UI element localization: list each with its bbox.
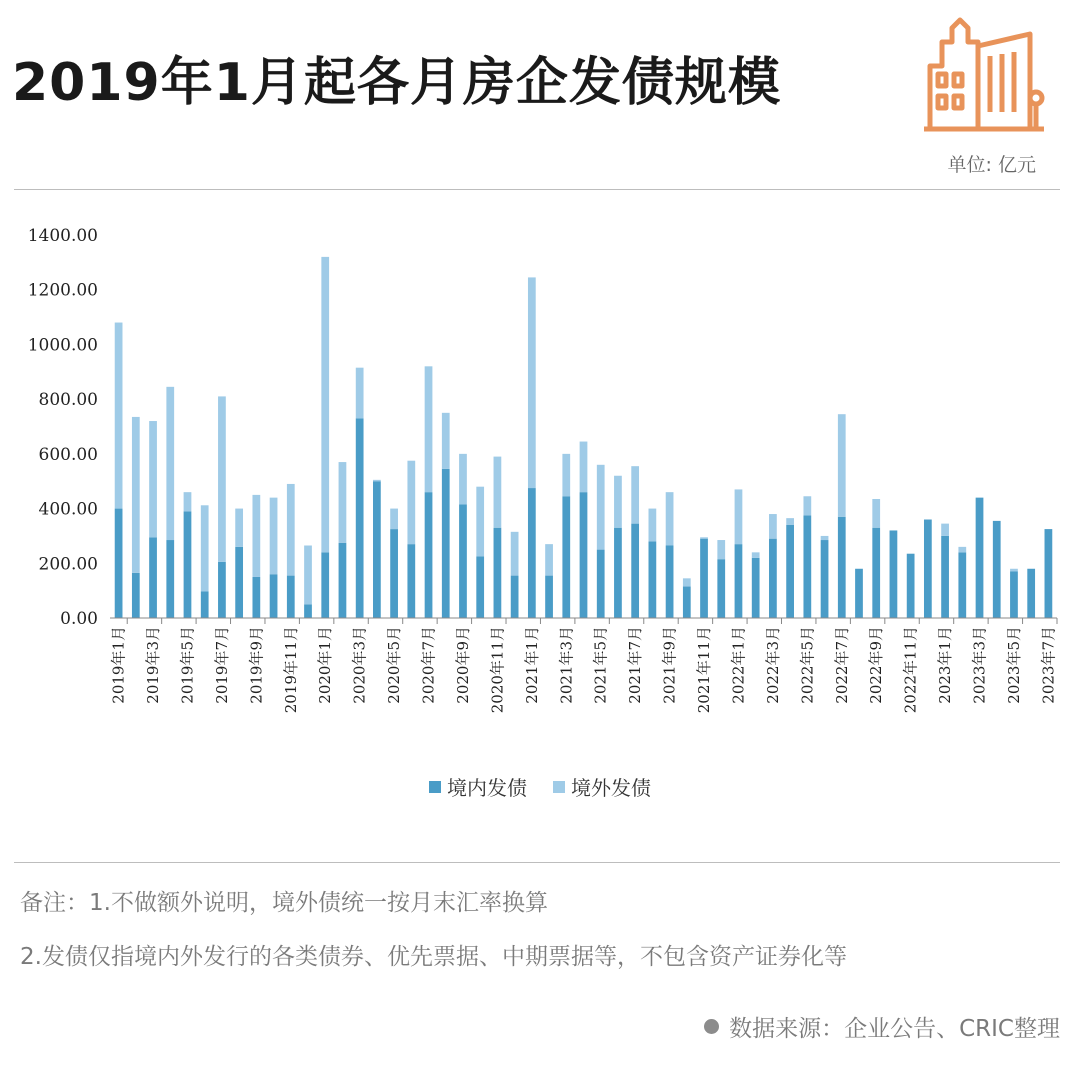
bar-domestic [511, 576, 519, 618]
bar-domestic [304, 604, 312, 618]
bar-domestic [631, 524, 639, 618]
bar-domestic [941, 536, 949, 618]
x-tick-label: 2023年7月 [1039, 626, 1058, 704]
bar-overseas [821, 536, 829, 540]
bar-domestic [803, 515, 811, 618]
bar-domestic [390, 529, 398, 618]
bar-overseas [545, 544, 553, 575]
bar-chart [0, 200, 1080, 770]
bar-overseas [356, 368, 364, 419]
bar-domestic [855, 569, 863, 618]
bar-domestic [769, 539, 777, 618]
bar-domestic [700, 539, 708, 618]
bar-overseas [562, 454, 570, 496]
note-line-1: 备注：1.不做额外说明，境外债统一按月末汇率换算 [20, 890, 548, 916]
y-tick-label: 400.00 [38, 499, 98, 520]
x-tick-label: 2022年7月 [832, 626, 851, 704]
bar-overseas [528, 277, 536, 488]
source [704, 1010, 1060, 1043]
x-tick-label: 2019年11月 [281, 626, 300, 714]
bar-overseas [304, 546, 312, 605]
bar-domestic [459, 504, 467, 618]
bar-overseas [184, 492, 192, 511]
bar-overseas [132, 417, 140, 573]
bar-domestic [201, 591, 209, 618]
bar-domestic [235, 547, 243, 618]
y-tick-label: 200.00 [38, 554, 98, 575]
bar-overseas [631, 466, 639, 523]
bar-domestic [356, 418, 364, 618]
bar-domestic [321, 552, 329, 618]
x-tick-label: 2019年5月 [178, 626, 197, 704]
bar-overseas [597, 465, 605, 550]
x-tick-label: 2020年1月 [316, 626, 335, 704]
bar-domestic [115, 509, 123, 618]
x-tick-label: 2019年9月 [247, 626, 266, 704]
bar-domestic [924, 520, 932, 618]
x-tick-label: 2019年7月 [212, 626, 231, 704]
y-tick-label: 1200.00 [27, 280, 98, 301]
page-title: 2019年1月起各月房企发债规模 [12, 53, 781, 113]
bar-domestic [425, 492, 433, 618]
bar-overseas [494, 457, 502, 528]
bar-domestic [287, 576, 295, 618]
legend-label-domestic: 境内发债 [447, 776, 527, 800]
legend-item-domestic [429, 772, 527, 801]
bar-overseas [390, 509, 398, 530]
bar-overseas [803, 496, 811, 515]
bar-domestic [218, 562, 226, 618]
bar-overseas [442, 413, 450, 469]
bar-overseas [287, 484, 295, 576]
bar-domestic [735, 544, 743, 618]
x-tick-label: 2023年3月 [970, 626, 989, 704]
bar-domestic [614, 528, 622, 618]
bar-domestic [166, 540, 174, 618]
bar-domestic [993, 521, 1001, 618]
bar-overseas [218, 396, 226, 562]
bar-domestic [1010, 571, 1018, 618]
bar-domestic [339, 543, 347, 618]
bar-domestic [373, 481, 381, 618]
bar-domestic [958, 552, 966, 618]
bar-domestic [562, 496, 570, 618]
y-tick-label: 1000.00 [27, 335, 98, 356]
x-tick-label: 2022年1月 [729, 626, 748, 704]
x-tick-label: 2022年11月 [901, 626, 920, 714]
bar-overseas [321, 257, 329, 552]
bar-domestic [786, 525, 794, 618]
y-tick-label: 600.00 [38, 444, 98, 465]
bar-overseas [270, 498, 278, 575]
bar-domestic [648, 541, 656, 618]
bar-overseas [717, 540, 725, 559]
x-tick-label: 2019年3月 [144, 626, 163, 704]
legend-item-overseas [553, 772, 651, 801]
x-tick-label: 2022年5月 [798, 626, 817, 704]
bar-overseas [683, 578, 691, 586]
bar-domestic [907, 554, 915, 618]
x-axis [110, 618, 1058, 713]
bar-overseas [580, 442, 588, 493]
x-tick-label: 2020年11月 [488, 626, 507, 714]
y-axis [28, 226, 98, 629]
y-tick-label: 1400.00 [27, 226, 98, 246]
bar-domestic [890, 530, 898, 618]
x-tick-label: 2023年5月 [1004, 626, 1023, 704]
bar-overseas [476, 487, 484, 557]
bar-domestic [683, 587, 691, 618]
y-tick-label: 800.00 [38, 390, 98, 411]
bullet-dot-icon [704, 1019, 719, 1034]
x-tick-label: 2020年5月 [385, 626, 404, 704]
bar-domestic [976, 498, 984, 618]
y-tick-label: 0.00 [60, 609, 98, 629]
top-divider [14, 189, 1060, 190]
legend [0, 772, 1080, 801]
bar-domestic [528, 488, 536, 618]
bar-domestic [476, 556, 484, 618]
bar-domestic [1027, 569, 1035, 618]
bar-domestic [494, 528, 502, 618]
bar-domestic [838, 517, 846, 618]
bar-domestic [666, 546, 674, 618]
note-line-2: 2.发债仅指境内外发行的各类债券、优先票据、中期票据等，不包含资产证券化等 [20, 944, 847, 970]
bars [115, 257, 1053, 618]
bar-overseas [201, 505, 209, 591]
bar-overseas [339, 462, 347, 543]
bar-overseas [373, 480, 381, 481]
bar-domestic [270, 574, 278, 618]
source-text: 数据来源：企业公告、CRIC整理 [729, 1016, 1060, 1042]
x-tick-label: 2021年11月 [695, 626, 714, 714]
x-tick-label: 2020年9月 [453, 626, 472, 704]
bar-overseas [235, 509, 243, 547]
bar-overseas [252, 495, 260, 577]
building-icon [922, 16, 1046, 134]
bar-overseas [115, 323, 123, 509]
bar-overseas [700, 537, 708, 538]
x-tick-label: 2020年3月 [350, 626, 369, 704]
bar-domestic [821, 540, 829, 618]
bar-domestic [752, 558, 760, 618]
x-tick-label: 2020年7月 [419, 626, 438, 704]
bar-overseas [511, 532, 519, 576]
x-tick-label: 2021年3月 [557, 626, 576, 704]
x-tick-label: 2022年3月 [763, 626, 782, 704]
legend-swatch-domestic [429, 781, 441, 793]
bar-overseas [1010, 569, 1018, 572]
bar-domestic [149, 537, 157, 618]
bar-overseas [786, 518, 794, 525]
x-tick-label: 2021年7月 [626, 626, 645, 704]
x-tick-label: 2023年1月 [936, 626, 955, 704]
x-tick-label: 2019年1月 [109, 626, 128, 704]
bar-domestic [252, 577, 260, 618]
x-tick-label: 2021年5月 [591, 626, 610, 704]
bar-overseas [459, 454, 467, 505]
bar-overseas [752, 552, 760, 557]
bar-domestic [872, 528, 880, 618]
bar-domestic [184, 511, 192, 618]
bar-overseas [166, 387, 174, 540]
bar-domestic [407, 544, 415, 618]
x-tick-label: 2021年9月 [660, 626, 679, 704]
bar-domestic [132, 573, 140, 618]
bar-overseas [666, 492, 674, 545]
bar-domestic [1045, 529, 1053, 618]
x-tick-label: 2022年9月 [867, 626, 886, 704]
bar-overseas [941, 524, 949, 536]
bar-overseas [838, 414, 846, 517]
bar-overseas [872, 499, 880, 528]
bar-overseas [735, 489, 743, 544]
bar-overseas [407, 461, 415, 544]
bar-domestic [442, 469, 450, 618]
bar-overseas [614, 476, 622, 528]
unit-label: 单位: 亿元 [947, 154, 1036, 176]
legend-swatch-overseas [553, 781, 565, 793]
bar-overseas [958, 547, 966, 552]
bar-domestic [580, 492, 588, 618]
legend-label-overseas: 境外发债 [571, 776, 651, 800]
bar-domestic [545, 576, 553, 618]
bar-overseas [769, 514, 777, 539]
x-tick-label: 2021年1月 [522, 626, 541, 704]
bar-overseas [648, 509, 656, 542]
bar-overseas [149, 421, 157, 537]
bottom-divider [14, 862, 1060, 863]
bar-domestic [597, 550, 605, 618]
bar-overseas [425, 366, 433, 492]
bar-domestic [717, 559, 725, 618]
